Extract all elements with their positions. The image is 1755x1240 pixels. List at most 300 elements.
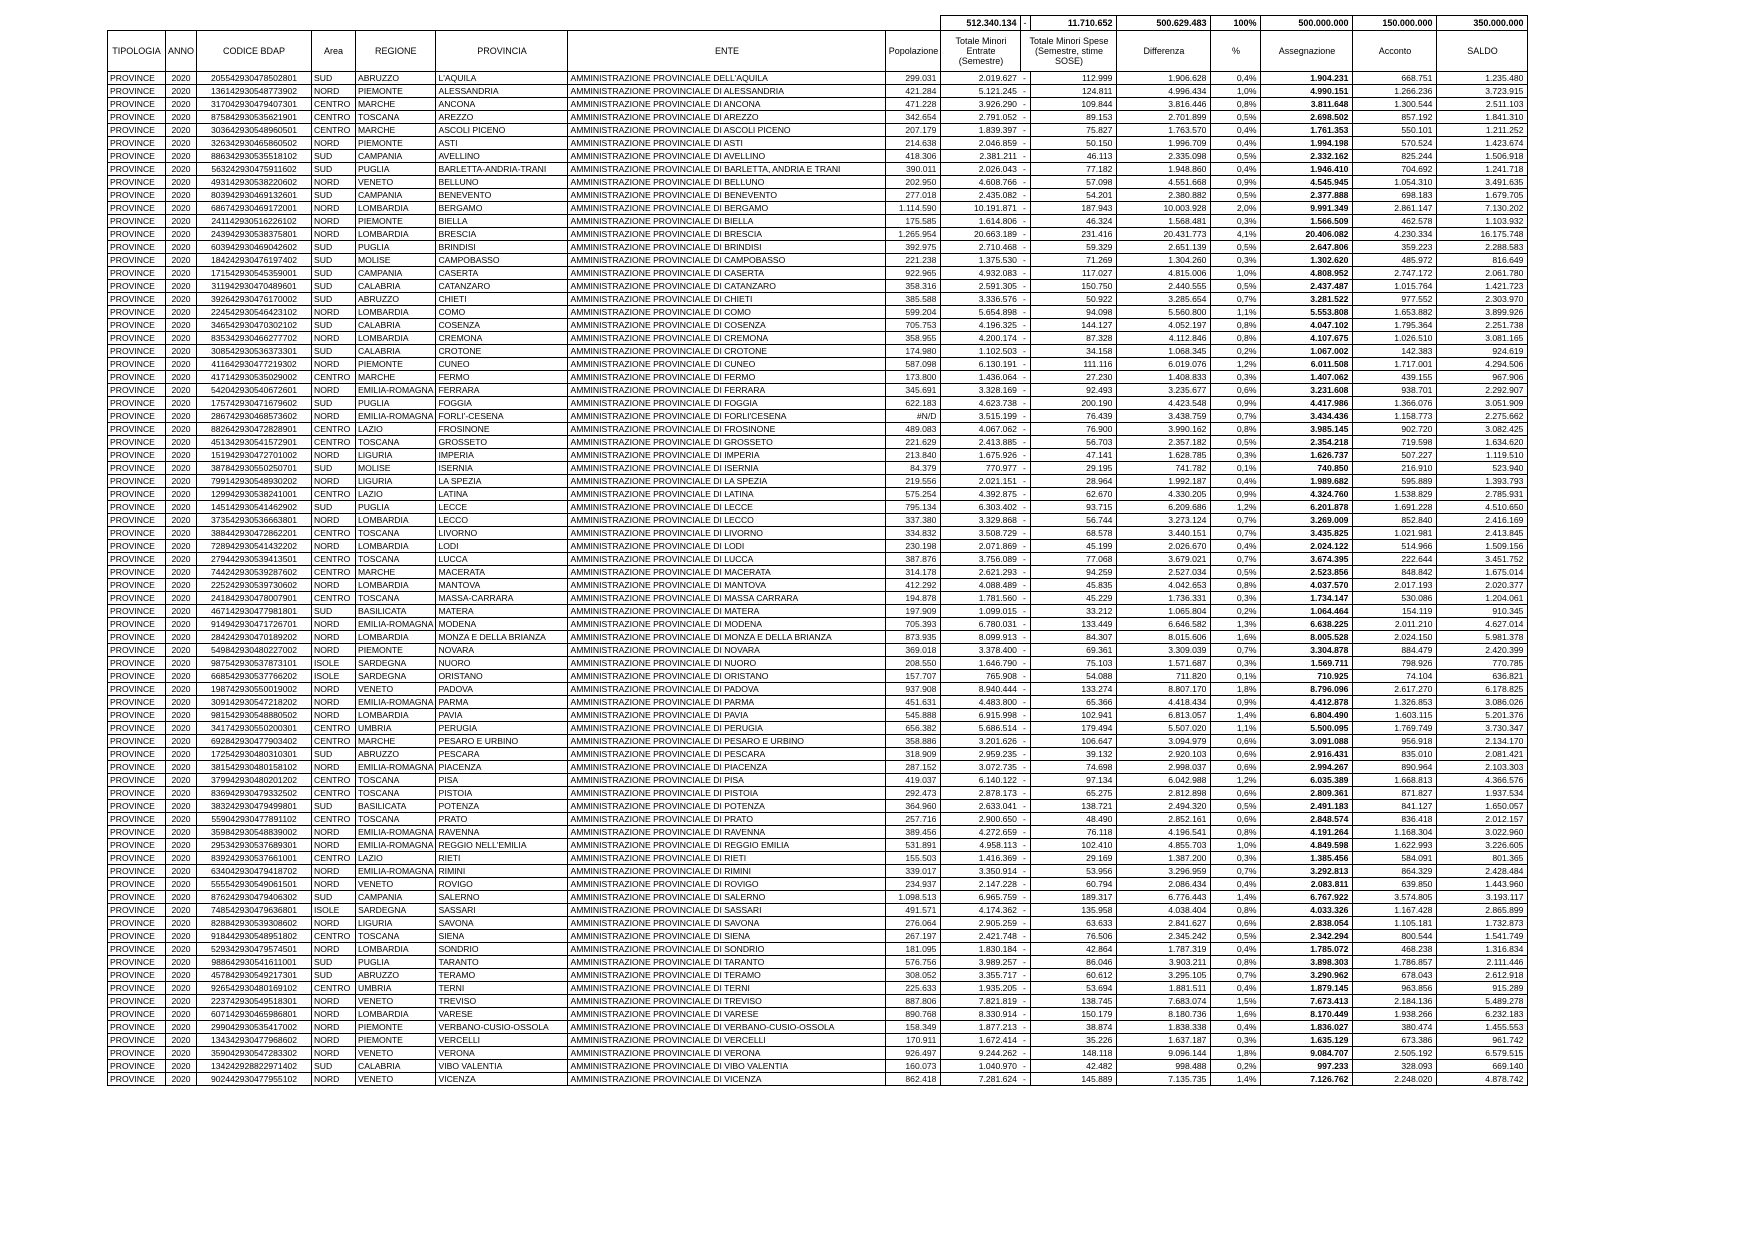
cell-regione: LIGURIA bbox=[356, 449, 436, 462]
cell-popolazione: 862.418 bbox=[886, 1073, 941, 1086]
cell-acconto: 1.603.115 bbox=[1353, 709, 1437, 722]
cell-acconto: 698.183 bbox=[1353, 189, 1437, 202]
cell-tipologia: PROVINCE bbox=[108, 254, 166, 267]
cell-saldo: 1.732.873 bbox=[1437, 917, 1528, 930]
cell-anno: 2020 bbox=[166, 397, 197, 410]
cell-codice-bdap: 839242930537661001 bbox=[197, 852, 312, 865]
cell-separator: - bbox=[1021, 644, 1031, 657]
cell-assegnazione: 3.091.088 bbox=[1261, 735, 1353, 748]
cell-tipologia: PROVINCE bbox=[108, 1047, 166, 1060]
cell-popolazione: 385.588 bbox=[886, 293, 941, 306]
cell-area: NORD bbox=[312, 1021, 356, 1034]
cell-separator: - bbox=[1021, 358, 1031, 371]
cell-percent: 0,3% bbox=[1211, 371, 1261, 384]
cell-popolazione: 389.456 bbox=[886, 826, 941, 839]
cell-ente: AMMINISTRAZIONE PROVINCIALE DI BENEVENTO bbox=[568, 189, 886, 202]
cell-popolazione: 1.098.513 bbox=[886, 891, 941, 904]
cell-popolazione: 705.753 bbox=[886, 319, 941, 332]
cell-provincia: MATERA bbox=[436, 605, 568, 618]
cell-regione: TOSCANA bbox=[356, 436, 436, 449]
cell-codice-bdap: 744242930539287602 bbox=[197, 566, 312, 579]
cell-percent: 0,8% bbox=[1211, 423, 1261, 436]
cell-regione: SARDEGNA bbox=[356, 670, 436, 683]
table-row bbox=[108, 657, 1528, 670]
cell-saldo: 1.650.057 bbox=[1437, 800, 1528, 813]
cell-codice-bdap: 987542930537873101 bbox=[197, 657, 312, 670]
cell-ente: AMMINISTRAZIONE PROVINCIALE DI PISTOIA bbox=[568, 787, 886, 800]
cell-area: NORD bbox=[312, 631, 356, 644]
cell-acconto: 507.227 bbox=[1353, 449, 1437, 462]
cell-regione: PIEMONTE bbox=[356, 215, 436, 228]
cell-area: SUD bbox=[312, 254, 356, 267]
cell-tipologia: PROVINCE bbox=[108, 839, 166, 852]
table-row bbox=[108, 540, 1528, 553]
cell-acconto: 462.578 bbox=[1353, 215, 1437, 228]
cell-acconto: 2.184.136 bbox=[1353, 995, 1437, 1008]
cell-tipologia: PROVINCE bbox=[108, 566, 166, 579]
cell-ente: AMMINISTRAZIONE PROVINCIALE DI CUNEO bbox=[568, 358, 886, 371]
table-row bbox=[108, 423, 1528, 436]
cell-differenza: 3.438.759 bbox=[1117, 410, 1211, 423]
cell-popolazione: 390.011 bbox=[886, 163, 941, 176]
cell-assegnazione: 8.796.096 bbox=[1261, 683, 1353, 696]
cell-saldo: 1.211.252 bbox=[1437, 124, 1528, 137]
cell-assegnazione: 4.191.264 bbox=[1261, 826, 1353, 839]
cell-tipologia: PROVINCE bbox=[108, 800, 166, 813]
cell-area: NORD bbox=[312, 410, 356, 423]
cell-assegnazione: 4.990.151 bbox=[1261, 85, 1353, 98]
cell-anno: 2020 bbox=[166, 800, 197, 813]
cell-ente: AMMINISTRAZIONE PROVINCIALE DI PISA bbox=[568, 774, 886, 787]
cell-popolazione: 257.716 bbox=[886, 813, 941, 826]
cell-tipologia: PROVINCE bbox=[108, 306, 166, 319]
cell-percent: 0,7% bbox=[1211, 410, 1261, 423]
cell-assegnazione: 2.083.811 bbox=[1261, 878, 1353, 891]
cell-saldo: 5.981.378 bbox=[1437, 631, 1528, 644]
cell-minori-entrate: 8.099.913 bbox=[941, 631, 1021, 644]
cell-minori-entrate: 5.654.898 bbox=[941, 306, 1021, 319]
cell-popolazione: 267.197 bbox=[886, 930, 941, 943]
cell-codice-bdap: 828842930539308602 bbox=[197, 917, 312, 930]
cell-percent: 0,1% bbox=[1211, 670, 1261, 683]
cell-ente: AMMINISTRAZIONE PROVINCIALE DI GROSSETO bbox=[568, 436, 886, 449]
cell-assegnazione: 1.946.410 bbox=[1261, 163, 1353, 176]
cell-minori-entrate: 1.099.015 bbox=[941, 605, 1021, 618]
cell-ente: AMMINISTRAZIONE PROVINCIALE DI LECCE bbox=[568, 501, 886, 514]
cell-assegnazione: 2.024.122 bbox=[1261, 540, 1353, 553]
cell-regione: TOSCANA bbox=[356, 774, 436, 787]
cell-minori-spese: 33.212 bbox=[1031, 605, 1117, 618]
cell-tipologia: PROVINCE bbox=[108, 215, 166, 228]
table-row bbox=[108, 1060, 1528, 1073]
cell-codice-bdap: 284242930470189202 bbox=[197, 631, 312, 644]
cell-tipologia: PROVINCE bbox=[108, 722, 166, 735]
table-row bbox=[108, 462, 1528, 475]
table-row bbox=[108, 982, 1528, 995]
cell-acconto: 1.538.829 bbox=[1353, 488, 1437, 501]
cell-area: NORD bbox=[312, 865, 356, 878]
cell-minori-entrate: 1.830.184 bbox=[941, 943, 1021, 956]
cell-saldo: 2.292.907 bbox=[1437, 384, 1528, 397]
cell-separator: - bbox=[1021, 527, 1031, 540]
cell-assegnazione: 3.292.813 bbox=[1261, 865, 1353, 878]
cell-minori-spese: 93.715 bbox=[1031, 501, 1117, 514]
cell-separator: - bbox=[1021, 787, 1031, 800]
cell-regione: LOMBARDIA bbox=[356, 306, 436, 319]
cell-codice-bdap: 392642930476170002 bbox=[197, 293, 312, 306]
cell-acconto: 2.617.270 bbox=[1353, 683, 1437, 696]
cell-differenza: 4.996.434 bbox=[1117, 85, 1211, 98]
cell-minori-entrate: 4.067.062 bbox=[941, 423, 1021, 436]
cell-percent: 0,7% bbox=[1211, 527, 1261, 540]
cell-tipologia: PROVINCE bbox=[108, 995, 166, 1008]
cell-tipologia: PROVINCE bbox=[108, 748, 166, 761]
cell-area: SUD bbox=[312, 969, 356, 982]
cell-area: NORD bbox=[312, 85, 356, 98]
cell-differenza: 998.488 bbox=[1117, 1060, 1211, 1073]
table-row bbox=[108, 852, 1528, 865]
cell-saldo: 3.022.960 bbox=[1437, 826, 1528, 839]
cell-ente: AMMINISTRAZIONE PROVINCIALE DI MASSA CARRARA bbox=[568, 592, 886, 605]
cell-regione: LAZIO bbox=[356, 488, 436, 501]
cell-acconto: 800.544 bbox=[1353, 930, 1437, 943]
cell-differenza: 2.380.882 bbox=[1117, 189, 1211, 202]
cell-codice-bdap: 607142930465986801 bbox=[197, 1008, 312, 1021]
table-row bbox=[108, 228, 1528, 241]
cell-ente: AMMINISTRAZIONE PROVINCIALE DI PARMA bbox=[568, 696, 886, 709]
cell-minori-spese: 77.182 bbox=[1031, 163, 1117, 176]
cell-popolazione: 1.114.590 bbox=[886, 202, 941, 215]
cell-minori-entrate: 4.932.083 bbox=[941, 267, 1021, 280]
cell-minori-spese: 94.098 bbox=[1031, 306, 1117, 319]
cell-separator: - bbox=[1021, 423, 1031, 436]
cell-provincia: PADOVA bbox=[436, 683, 568, 696]
cell-assegnazione: 2.523.856 bbox=[1261, 566, 1353, 579]
cell-minori-entrate: 1.614.806 bbox=[941, 215, 1021, 228]
cell-acconto: 825.244 bbox=[1353, 150, 1437, 163]
table-row bbox=[108, 384, 1528, 397]
cell-provincia: ALESSANDRIA bbox=[436, 85, 568, 98]
cell-tipologia: PROVINCE bbox=[108, 670, 166, 683]
cell-percent: 0,6% bbox=[1211, 735, 1261, 748]
cell-provincia: VARESE bbox=[436, 1008, 568, 1021]
header-tipologia: TIPOLOGIA bbox=[108, 31, 166, 72]
total-saldo: 350.000.000 bbox=[1437, 16, 1528, 31]
cell-provincia: VIBO VALENTIA bbox=[436, 1060, 568, 1073]
cell-acconto: 514.966 bbox=[1353, 540, 1437, 553]
cell-assegnazione: 6.804.490 bbox=[1261, 709, 1353, 722]
cell-tipologia: PROVINCE bbox=[108, 371, 166, 384]
cell-assegnazione: 2.332.162 bbox=[1261, 150, 1353, 163]
cell-minori-spese: 68.578 bbox=[1031, 527, 1117, 540]
cell-separator: - bbox=[1021, 878, 1031, 891]
cell-saldo: 3.491.635 bbox=[1437, 176, 1528, 189]
cell-provincia: VICENZA bbox=[436, 1073, 568, 1086]
table-row bbox=[108, 254, 1528, 267]
cell-assegnazione: 5.500.095 bbox=[1261, 722, 1353, 735]
cell-minori-spese: 133.449 bbox=[1031, 618, 1117, 631]
cell-popolazione: 318.909 bbox=[886, 748, 941, 761]
cell-popolazione: 575.254 bbox=[886, 488, 941, 501]
table-row bbox=[108, 241, 1528, 254]
cell-separator: - bbox=[1021, 150, 1031, 163]
cell-provincia: ROVIGO bbox=[436, 878, 568, 891]
cell-popolazione: 421.284 bbox=[886, 85, 941, 98]
cell-acconto: 871.827 bbox=[1353, 787, 1437, 800]
cell-saldo: 3.051.909 bbox=[1437, 397, 1528, 410]
cell-assegnazione: 9.991.349 bbox=[1261, 202, 1353, 215]
cell-regione: LIGURIA bbox=[356, 917, 436, 930]
cell-provincia: CREMONA bbox=[436, 332, 568, 345]
cell-provincia: PISA bbox=[436, 774, 568, 787]
cell-ente: AMMINISTRAZIONE PROVINCIALE DI BRINDISI bbox=[568, 241, 886, 254]
cell-area: CENTRO bbox=[312, 124, 356, 137]
cell-percent: 0,4% bbox=[1211, 137, 1261, 150]
cell-percent: 0,4% bbox=[1211, 878, 1261, 891]
cell-assegnazione: 5.553.808 bbox=[1261, 306, 1353, 319]
cell-tipologia: PROVINCE bbox=[108, 280, 166, 293]
cell-popolazione: 531.891 bbox=[886, 839, 941, 852]
cell-minori-entrate: 1.935.205 bbox=[941, 982, 1021, 995]
cell-regione: UMBRIA bbox=[356, 722, 436, 735]
cell-differenza: 4.423.548 bbox=[1117, 397, 1211, 410]
cell-minori-spese: 62.670 bbox=[1031, 488, 1117, 501]
cell-tipologia: PROVINCE bbox=[108, 774, 166, 787]
table-row bbox=[108, 553, 1528, 566]
cell-separator: - bbox=[1021, 605, 1031, 618]
cell-saldo: 2.111.446 bbox=[1437, 956, 1528, 969]
table-row bbox=[108, 397, 1528, 410]
cell-acconto: 678.043 bbox=[1353, 969, 1437, 982]
cell-minori-spese: 35.226 bbox=[1031, 1034, 1117, 1047]
cell-anno: 2020 bbox=[166, 72, 197, 85]
cell-area: SUD bbox=[312, 319, 356, 332]
cell-minori-spese: 76.506 bbox=[1031, 930, 1117, 943]
cell-assegnazione: 4.107.675 bbox=[1261, 332, 1353, 345]
table-row bbox=[108, 670, 1528, 683]
cell-minori-spese: 29.195 bbox=[1031, 462, 1117, 475]
table-row bbox=[108, 800, 1528, 813]
cell-codice-bdap: 134342930477968602 bbox=[197, 1034, 312, 1047]
cell-provincia: MACERATA bbox=[436, 566, 568, 579]
cell-tipologia: PROVINCE bbox=[108, 540, 166, 553]
cell-acconto: 380.474 bbox=[1353, 1021, 1437, 1034]
cell-assegnazione: 1.761.353 bbox=[1261, 124, 1353, 137]
cell-percent: 1,0% bbox=[1211, 85, 1261, 98]
cell-tipologia: PROVINCE bbox=[108, 1060, 166, 1073]
cell-assegnazione: 4.324.760 bbox=[1261, 488, 1353, 501]
cell-separator: - bbox=[1021, 943, 1031, 956]
cell-saldo: 669.140 bbox=[1437, 1060, 1528, 1073]
cell-provincia: BELLUNO bbox=[436, 176, 568, 189]
cell-minori-spese: 54.201 bbox=[1031, 189, 1117, 202]
cell-codice-bdap: 225242930539730602 bbox=[197, 579, 312, 592]
cell-codice-bdap: 341742930550200301 bbox=[197, 722, 312, 735]
cell-differenza: 1.838.338 bbox=[1117, 1021, 1211, 1034]
cell-minori-spese: 71.269 bbox=[1031, 254, 1117, 267]
cell-codice-bdap: 224542930546423102 bbox=[197, 306, 312, 319]
cell-acconto: 719.598 bbox=[1353, 436, 1437, 449]
cell-differenza: 1.387.200 bbox=[1117, 852, 1211, 865]
cell-acconto: 359.223 bbox=[1353, 241, 1437, 254]
cell-provincia: BIELLA bbox=[436, 215, 568, 228]
table-row bbox=[108, 137, 1528, 150]
cell-area: SUD bbox=[312, 293, 356, 306]
cell-percent: 0,3% bbox=[1211, 1034, 1261, 1047]
cell-minori-spese: 77.068 bbox=[1031, 553, 1117, 566]
cell-percent: 0,8% bbox=[1211, 332, 1261, 345]
table-row bbox=[108, 1073, 1528, 1086]
cell-area: CENTRO bbox=[312, 423, 356, 436]
table-row bbox=[108, 904, 1528, 917]
cell-tipologia: PROVINCE bbox=[108, 709, 166, 722]
cell-tipologia: PROVINCE bbox=[108, 501, 166, 514]
cell-percent: 1,2% bbox=[1211, 501, 1261, 514]
cell-regione: MARCHE bbox=[356, 98, 436, 111]
cell-regione: VENETO bbox=[356, 995, 436, 1008]
cell-popolazione: 358.886 bbox=[886, 735, 941, 748]
cell-anno: 2020 bbox=[166, 98, 197, 111]
cell-tipologia: PROVINCE bbox=[108, 397, 166, 410]
cell-assegnazione: 2.994.267 bbox=[1261, 761, 1353, 774]
cell-provincia: CUNEO bbox=[436, 358, 568, 371]
cell-provincia: MONZA E DELLA BRIANZA bbox=[436, 631, 568, 644]
cell-anno: 2020 bbox=[166, 345, 197, 358]
cell-anno: 2020 bbox=[166, 462, 197, 475]
header-codice-bdap: CODICE BDAP bbox=[197, 31, 312, 72]
cell-acconto: 841.127 bbox=[1353, 800, 1437, 813]
cell-acconto: 798.926 bbox=[1353, 657, 1437, 670]
cell-differenza: 2.026.670 bbox=[1117, 540, 1211, 553]
cell-separator: - bbox=[1021, 1008, 1031, 1021]
table-row bbox=[108, 943, 1528, 956]
cell-separator: - bbox=[1021, 280, 1031, 293]
cell-provincia: CROTONE bbox=[436, 345, 568, 358]
cell-codice-bdap: 379942930480201202 bbox=[197, 774, 312, 787]
cell-assegnazione: 997.233 bbox=[1261, 1060, 1353, 1073]
cell-saldo: 5.201.376 bbox=[1437, 709, 1528, 722]
cell-percent: 0,8% bbox=[1211, 319, 1261, 332]
cell-ente: AMMINISTRAZIONE PROVINCIALE DI BARLETTA, ANDRIA E TRANI bbox=[568, 163, 886, 176]
cell-separator: - bbox=[1021, 683, 1031, 696]
cell-saldo: 6.178.825 bbox=[1437, 683, 1528, 696]
cell-tipologia: PROVINCE bbox=[108, 475, 166, 488]
cell-codice-bdap: 799142930548930202 bbox=[197, 475, 312, 488]
cell-provincia: ISERNIA bbox=[436, 462, 568, 475]
cell-minori-spese: 45.835 bbox=[1031, 579, 1117, 592]
cell-separator: - bbox=[1021, 319, 1031, 332]
cell-ente: AMMINISTRAZIONE PROVINCIALE DI FROSINONE bbox=[568, 423, 886, 436]
cell-minori-entrate: 8.940.444 bbox=[941, 683, 1021, 696]
cell-acconto: 2.747.172 bbox=[1353, 267, 1437, 280]
cell-minori-entrate: 9.244.262 bbox=[941, 1047, 1021, 1060]
cell-area: NORD bbox=[312, 761, 356, 774]
cell-ente: AMMINISTRAZIONE PROVINCIALE DI CREMONA bbox=[568, 332, 886, 345]
cell-ente: AMMINISTRAZIONE PROVINCIALE DI CAMPOBASSO bbox=[568, 254, 886, 267]
cell-minori-entrate: 1.375.530 bbox=[941, 254, 1021, 267]
cell-codice-bdap: 383242930479499801 bbox=[197, 800, 312, 813]
cell-differenza: 4.196.541 bbox=[1117, 826, 1211, 839]
cell-anno: 2020 bbox=[166, 1034, 197, 1047]
cell-minori-entrate: 3.201.626 bbox=[941, 735, 1021, 748]
cell-differenza: 6.042.988 bbox=[1117, 774, 1211, 787]
cell-popolazione: 491.571 bbox=[886, 904, 941, 917]
cell-minori-entrate: 4.483.800 bbox=[941, 696, 1021, 709]
cell-provincia: ORISTANO bbox=[436, 670, 568, 683]
cell-popolazione: 213.840 bbox=[886, 449, 941, 462]
cell-provincia: PISTOIA bbox=[436, 787, 568, 800]
cell-saldo: 1.509.156 bbox=[1437, 540, 1528, 553]
cell-assegnazione: 1.836.027 bbox=[1261, 1021, 1353, 1034]
cell-minori-spese: 50.150 bbox=[1031, 137, 1117, 150]
cell-saldo: 2.420.399 bbox=[1437, 644, 1528, 657]
cell-differenza: 1.996.709 bbox=[1117, 137, 1211, 150]
cell-ente: AMMINISTRAZIONE PROVINCIALE DI FORLI'CESENA bbox=[568, 410, 886, 423]
cell-differenza: 4.551.668 bbox=[1117, 176, 1211, 189]
cell-tipologia: PROVINCE bbox=[108, 696, 166, 709]
cell-saldo: 16.175.748 bbox=[1437, 228, 1528, 241]
cell-provincia: PESCARA bbox=[436, 748, 568, 761]
cell-regione: PUGLIA bbox=[356, 501, 436, 514]
cell-popolazione: 314.178 bbox=[886, 566, 941, 579]
cell-provincia: VERONA bbox=[436, 1047, 568, 1060]
cell-minori-spese: 50.922 bbox=[1031, 293, 1117, 306]
cell-minori-spese: 189.317 bbox=[1031, 891, 1117, 904]
table-row bbox=[108, 891, 1528, 904]
cell-saldo: 2.103.303 bbox=[1437, 761, 1528, 774]
cell-separator: - bbox=[1021, 241, 1031, 254]
cell-saldo: 3.730.347 bbox=[1437, 722, 1528, 735]
cell-minori-entrate: 4.392.875 bbox=[941, 488, 1021, 501]
cell-tipologia: PROVINCE bbox=[108, 293, 166, 306]
cell-popolazione: 202.950 bbox=[886, 176, 941, 189]
cell-saldo: 1.679.705 bbox=[1437, 189, 1528, 202]
cell-differenza: 2.440.555 bbox=[1117, 280, 1211, 293]
cell-saldo: 3.082.425 bbox=[1437, 423, 1528, 436]
cell-percent: 0,2% bbox=[1211, 1060, 1261, 1073]
cell-anno: 2020 bbox=[166, 540, 197, 553]
cell-anno: 2020 bbox=[166, 995, 197, 1008]
cell-regione: ABRUZZO bbox=[356, 72, 436, 85]
cell-popolazione: 599.204 bbox=[886, 306, 941, 319]
cell-minori-entrate: 2.791.052 bbox=[941, 111, 1021, 124]
cell-popolazione: 387.876 bbox=[886, 553, 941, 566]
cell-acconto: 1.158.773 bbox=[1353, 410, 1437, 423]
cell-assegnazione: 4.545.945 bbox=[1261, 176, 1353, 189]
cell-anno: 2020 bbox=[166, 293, 197, 306]
cell-differenza: 1.408.833 bbox=[1117, 371, 1211, 384]
cell-codice-bdap: 803942930469132601 bbox=[197, 189, 312, 202]
cell-differenza: 3.679.021 bbox=[1117, 553, 1211, 566]
cell-minori-entrate: 1.675.926 bbox=[941, 449, 1021, 462]
cell-differenza: 6.813.057 bbox=[1117, 709, 1211, 722]
cell-tipologia: PROVINCE bbox=[108, 813, 166, 826]
cell-percent: 0,6% bbox=[1211, 384, 1261, 397]
cell-ente: AMMINISTRAZIONE PROVINCIALE DI COMO bbox=[568, 306, 886, 319]
cell-assegnazione: 4.808.952 bbox=[1261, 267, 1353, 280]
cell-regione: LOMBARDIA bbox=[356, 540, 436, 553]
cell-saldo: 2.303.970 bbox=[1437, 293, 1528, 306]
cell-area: SUD bbox=[312, 956, 356, 969]
cell-percent: 1,3% bbox=[1211, 618, 1261, 631]
cell-minori-spese: 150.179 bbox=[1031, 1008, 1117, 1021]
cell-separator: - bbox=[1021, 384, 1031, 397]
cell-provincia: TARANTO bbox=[436, 956, 568, 969]
cell-area: CENTRO bbox=[312, 566, 356, 579]
table-row bbox=[108, 631, 1528, 644]
cell-assegnazione: 2.647.806 bbox=[1261, 241, 1353, 254]
cell-anno: 2020 bbox=[166, 215, 197, 228]
